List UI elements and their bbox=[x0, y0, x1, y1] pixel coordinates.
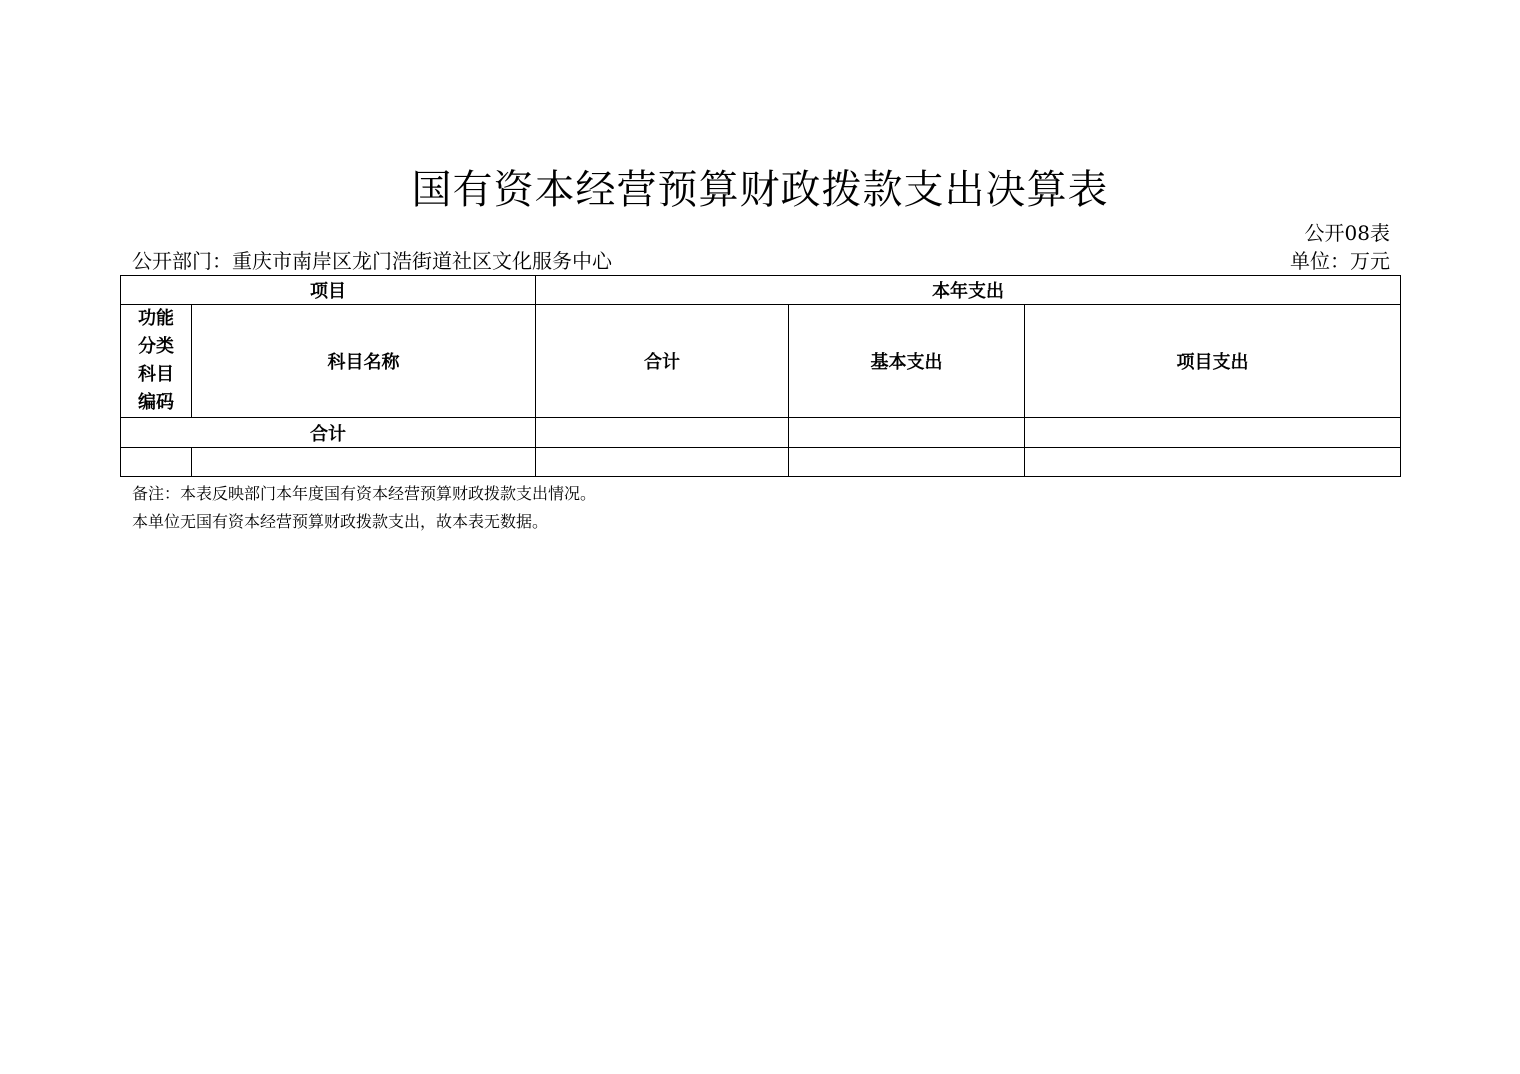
table-row bbox=[121, 448, 1401, 477]
row-basic bbox=[789, 448, 1025, 477]
header-project-expense: 项目支出 bbox=[1025, 305, 1401, 418]
department-label: 公开部门：重庆市南岸区龙门浩街道社区文化服务中心 bbox=[132, 249, 612, 273]
form-number: 公开08表 bbox=[1304, 221, 1390, 245]
header-basic-expense: 基本支出 bbox=[789, 305, 1025, 418]
table-header-row bbox=[121, 276, 1401, 305]
total-row-label: 合计 bbox=[121, 418, 536, 448]
row-total bbox=[536, 448, 789, 477]
total-value bbox=[536, 418, 789, 448]
note-remark: 备注：本表反映部门本年度国有资本经营预算财政拨款支出情况。 bbox=[132, 484, 597, 503]
header-year-expense: 本年支出 bbox=[536, 276, 1401, 305]
note-no-data: 本单位无国有资本经营预算财政拨款支出，故本表无数据。 bbox=[132, 512, 549, 531]
row-name bbox=[192, 448, 536, 477]
header-function-code bbox=[121, 305, 192, 418]
notes bbox=[132, 480, 596, 536]
row-project bbox=[1025, 448, 1401, 477]
header-function-code-text: 功能分类科目编码 bbox=[138, 308, 174, 413]
table-subheader-row bbox=[121, 305, 1401, 418]
row-code bbox=[121, 448, 192, 477]
unit-label: 单位：万元 bbox=[1290, 249, 1390, 273]
table-total-row bbox=[121, 418, 1401, 448]
header-total: 合计 bbox=[536, 305, 789, 418]
total-project-value bbox=[1025, 418, 1401, 448]
header-subject-name: 科目名称 bbox=[192, 305, 536, 418]
header-item: 项目 bbox=[121, 276, 536, 305]
page-title: 国有资本经营预算财政拨款支出决算表 bbox=[411, 167, 1109, 213]
expenditure-table bbox=[120, 275, 1401, 477]
total-basic-value bbox=[789, 418, 1025, 448]
